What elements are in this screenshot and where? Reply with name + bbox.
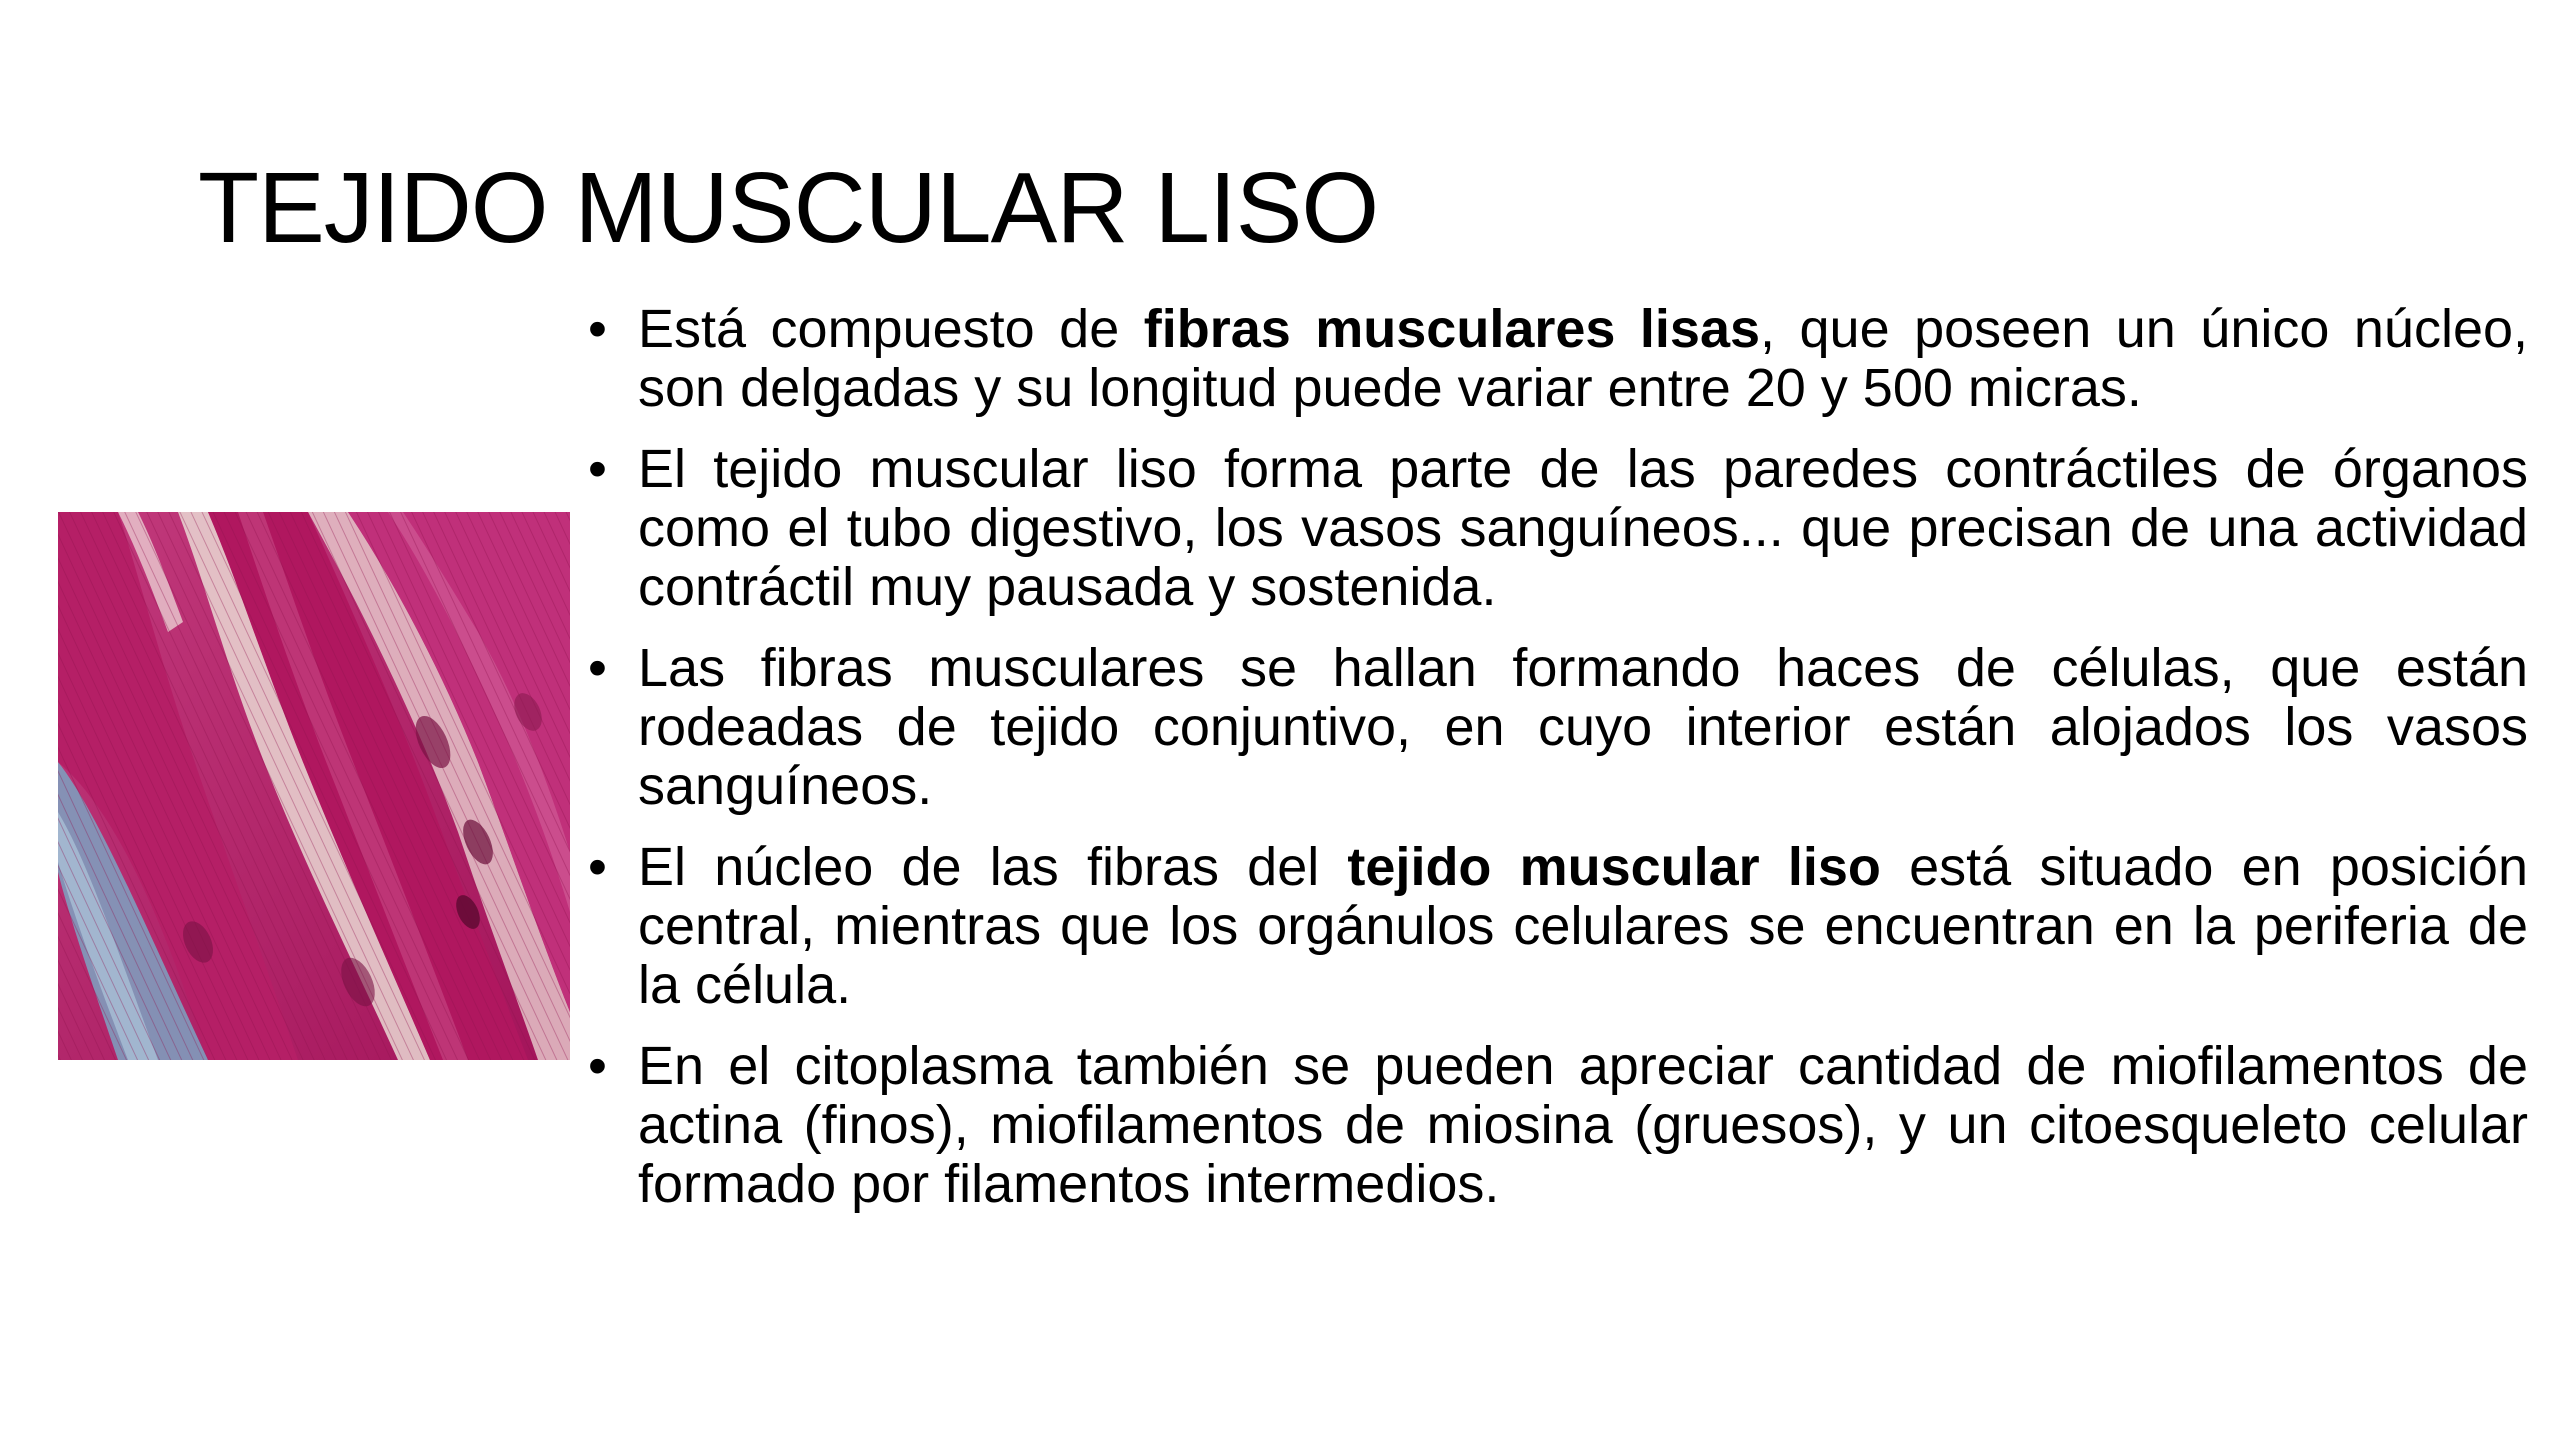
bullet-bold-text: fibras musculares lisas: [1143, 299, 1761, 359]
bullet-item-4: [580, 838, 2528, 1015]
bullet-icon: •: [588, 837, 607, 897]
bullet-text: , que poseen un único núcleo, son delgadas y su longitud puede variar entre 20 y 500 micras.: [638, 299, 2529, 418]
bullet-text: En el citoplasma también se pueden apreciar cantidad de miofilamentos de actina (finos), miofilamentos de miosina (gruesos), y un citoesqueleto celular formado por filamentos intermedios.: [638, 1036, 2528, 1214]
bullet-item-3: [580, 639, 2528, 816]
bullet-icon: •: [588, 299, 607, 359]
bullet-icon: •: [588, 439, 607, 499]
bullet-text: está situado en posición central, mientras que los orgánulos celulares se encuentran en la periferia de la célula.: [638, 837, 2528, 1015]
bullet-item-2: [580, 440, 2528, 617]
bullet-list: [580, 300, 2528, 1236]
micrograph-drawing: [58, 512, 570, 1060]
bullet-text: El tejido muscular liso forma parte de las paredes contráctiles de órganos como el tubo digestivo, los vasos sanguíneos... que precisan de una actividad contráctil muy pausada y sostenida.: [638, 439, 2528, 617]
micrograph-muscle-tissue-image: [58, 512, 570, 1060]
bullet-text: Está compuesto de: [638, 299, 1144, 359]
slide-title: TEJIDO MUSCULAR LISO: [198, 152, 1379, 264]
bullet-item-5: [580, 1037, 2528, 1214]
bullet-bold-text: tejido muscular liso: [1347, 837, 1881, 897]
bullet-text: El núcleo de las fibras del: [638, 837, 1348, 897]
bullet-text: Las fibras musculares se hallan formando haces de células, que están rodeadas de tejido conjuntivo, en cuyo interior están alojados los vasos sanguíneos.: [638, 638, 2528, 816]
bullet-item-1: [580, 300, 2528, 418]
bullet-icon: •: [588, 638, 607, 698]
bullet-icon: •: [588, 1036, 607, 1096]
